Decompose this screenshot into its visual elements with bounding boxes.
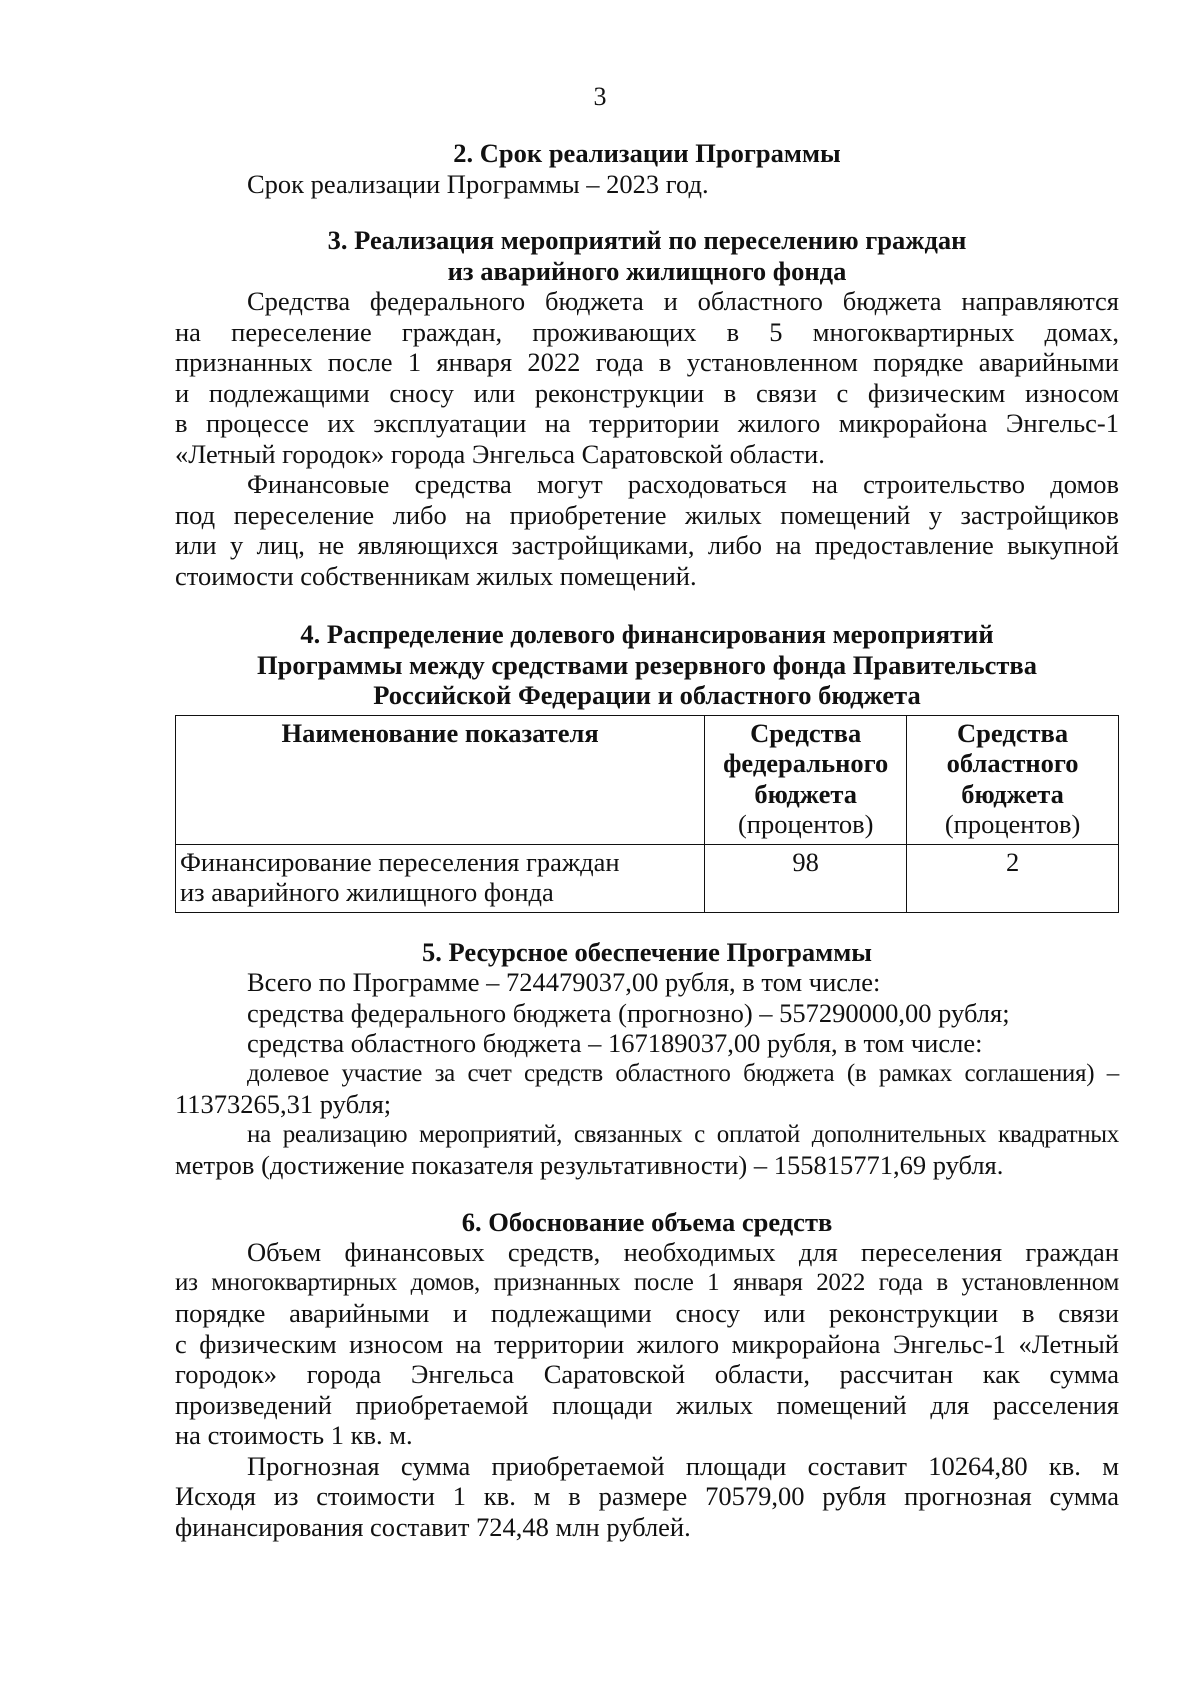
- section-3-paragraph-1: Средства федерального бюджета и областного бюджета направляются на переселение граждан, проживающих в 5 многоквартирных домах, признанных после 1 января 2022 года в установленном порядке аварийными и подлежащими сносу или реконструкции в связи с физическим износом в процессе их эксплуатации на территории жилого микрорайона Энгельс-1 «Летный городок» города Энгельса Саратовской области.: [175, 286, 1119, 469]
- table-row: [176, 844, 1119, 912]
- row-regional-percent: 2: [907, 844, 1119, 912]
- section-6-paragraph-2: Прогнозная сумма приобретаемой площади составит 10264,80 кв. м Исходя из стоимости 1 кв. м в размере 70579,00 рубля прогнозная сумма финансирования составит 724,48 млн рублей.: [175, 1450, 1119, 1542]
- section-2-heading: 2. Срок реализации Программы: [453, 138, 841, 168]
- page-number: 3: [593, 82, 607, 111]
- row-indicator-name: Финансирование переселения граждан из аварийного жилищного фонда: [176, 844, 705, 912]
- section-6-paragraph-1: Объем финансовых средств, необходимых для переселения граждан из многоквартирных домов, признанных после 1 января 2022 года в установленном порядке аварийными и подлежащими сносу или реконструкции в связи с физическим износом на территории жилого микрорайона Энгельс-1 «Летный городок» города Энгельса Саратовской области, рассчитан как сумма произведений приобретаемой площади жилых помещений для расселения на стоимость 1 кв. м.: [175, 1237, 1119, 1450]
- section-4-heading: 4. Распределение долевого финансирования мероприятий Программы между средствами резервного фонда Правительства Российской Федерации и областного бюджета: [257, 619, 1037, 710]
- section-3-heading: 3. Реализация мероприятий по переселению граждан из аварийного жилищного фонда: [327, 225, 967, 286]
- section-5-regional: средства областного бюджета – 167189037,00 рубля, в том числе:: [247, 1028, 983, 1058]
- section-2-text: Срок реализации Программы – 2023 год.: [247, 168, 709, 199]
- section-5-heading: 5. Ресурсное обеспечение Программы: [422, 936, 872, 967]
- header-regional-budget: Средства областного бюджета (процентов): [907, 715, 1119, 844]
- header-indicator-name: Наименование показателя: [176, 715, 705, 844]
- row-federal-percent: 98: [705, 844, 907, 912]
- header-federal-budget: Средства федерального бюджета (процентов): [705, 715, 907, 844]
- document-body: [175, 138, 1119, 1542]
- section-6-heading: 6. Обоснование объема средств: [461, 1206, 833, 1237]
- table-header-row: [176, 715, 1119, 844]
- section-5-additional-meters: на реализацию мероприятий, связанных с оплатой дополнительных квадратных метров (достижение показателя результативности) – 155815771,69 рубля.: [175, 1120, 1119, 1180]
- section-5-federal: средства федерального бюджета (прогнозно) – 557290000,00 рубля;: [247, 997, 1010, 1028]
- section-5-share-participation: долевое участие за счет средств областного бюджета (в рамках соглашения) – 11373265,31 рубля;: [175, 1059, 1119, 1119]
- financing-share-table: [175, 715, 1119, 913]
- section-3-paragraph-2: Финансовые средства могут расходоваться на строительство домов под переселение либо на приобретение жилых помещений у застройщиков или у лиц, не являющихся застройщиками, либо на предоставление выкупной стоимости собственникам жилых помещений.: [175, 469, 1119, 591]
- section-5-total: Всего по Программе – 724479037,00 рубля, в том числе:: [247, 967, 881, 997]
